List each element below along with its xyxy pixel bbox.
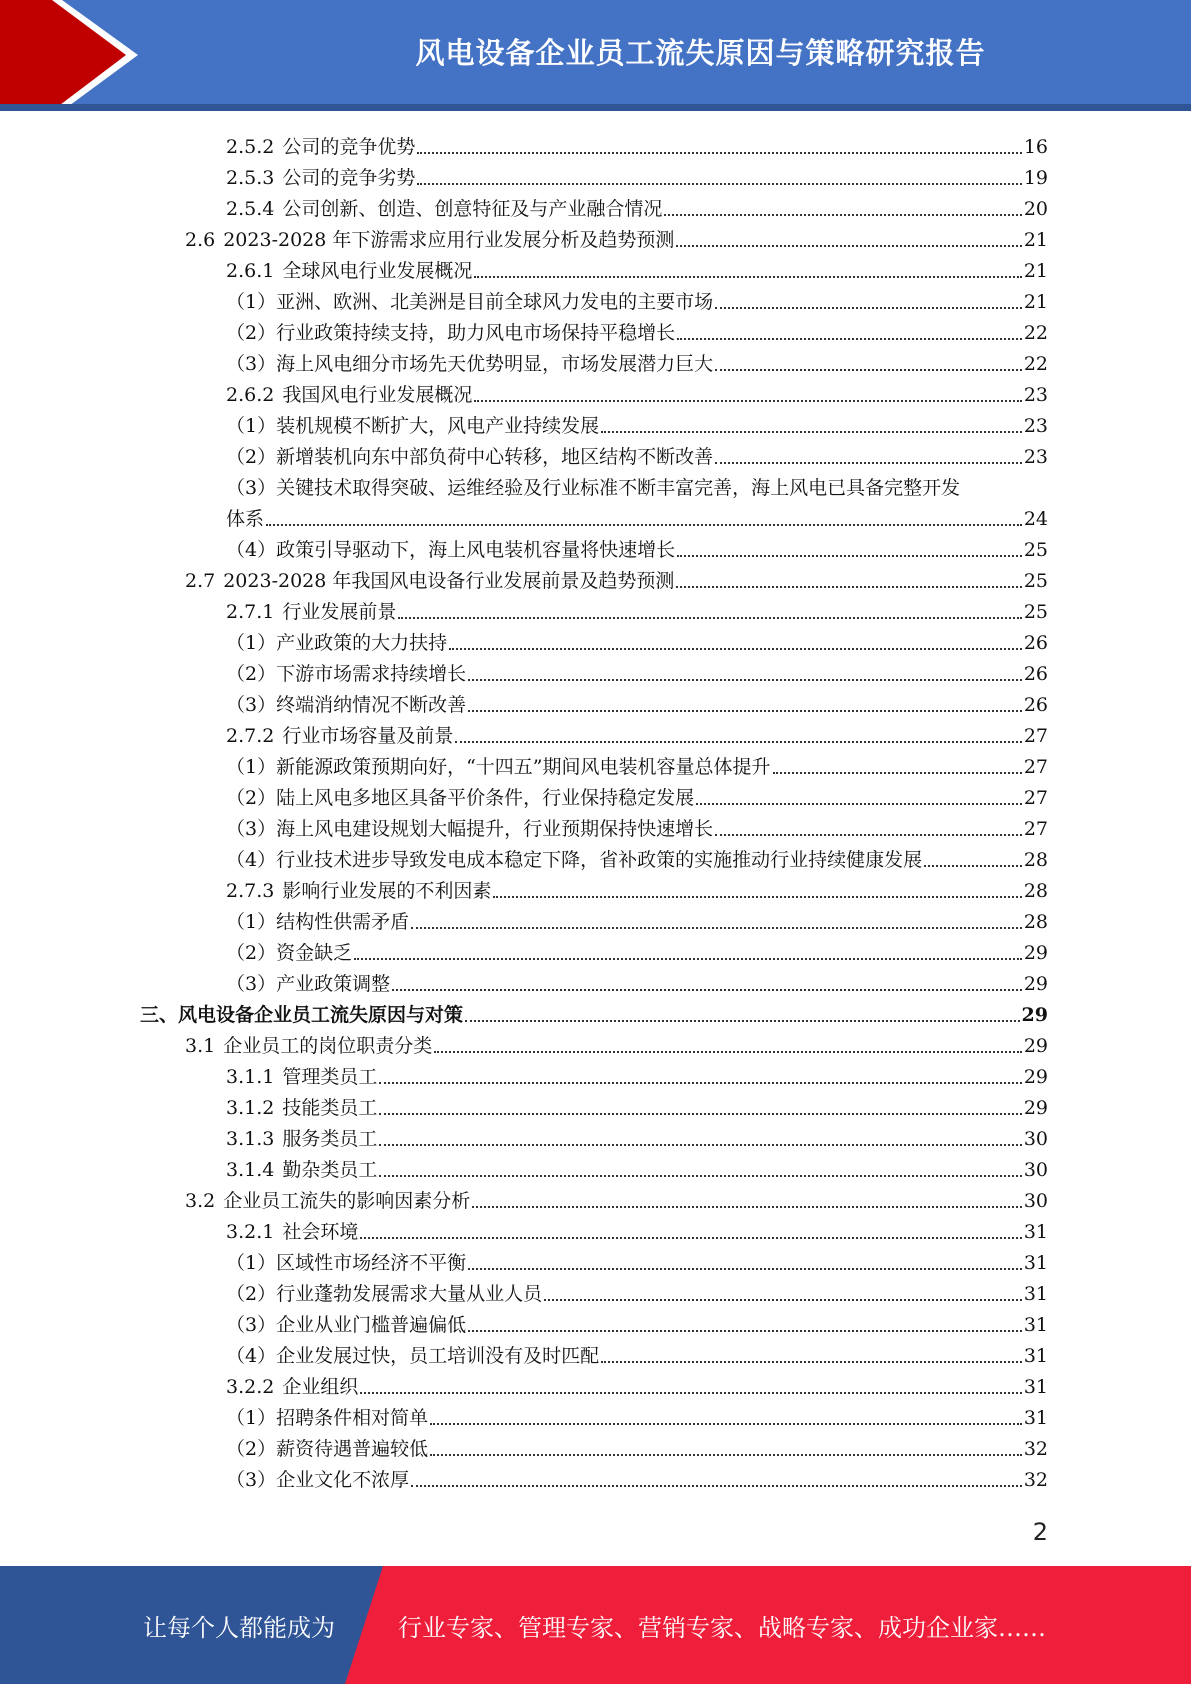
toc-entry-title: （3）产业政策调整 <box>226 973 391 995</box>
toc-entry-title: （2）资金缺乏 <box>226 942 353 964</box>
toc-entry-number: 2.5.2 <box>226 136 275 158</box>
toc-entry-title: 公司的竞争劣势 <box>282 167 416 189</box>
toc-entry[interactable] <box>140 996 1048 1027</box>
toc-entry-page: 26 <box>1023 663 1048 685</box>
toc-leader-dots <box>664 213 1021 216</box>
toc-leader-dots <box>392 988 1022 991</box>
toc-entry-page: 30 <box>1023 1190 1048 1212</box>
toc-entry-page: 28 <box>1023 911 1048 933</box>
toc-entry-title: 影响行业发展的不利因素 <box>282 880 492 902</box>
toc-leader-dots <box>379 1174 1021 1177</box>
toc-entry-title: （1）招聘条件相对简单 <box>226 1407 429 1429</box>
toc-leader-dots <box>472 1205 1022 1208</box>
toc-leader-dots <box>430 1453 1022 1456</box>
toc-entry[interactable] <box>226 1213 1048 1244</box>
toc-entry[interactable] <box>226 469 1048 500</box>
toc-entry-title: 行业市场容量及前景 <box>282 725 454 747</box>
toc-leader-dots <box>379 1112 1021 1115</box>
toc-entry-title: （2）行业政策持续支持，助力风电市场保持平稳增长 <box>226 322 676 344</box>
toc-entry[interactable] <box>226 1337 1048 1368</box>
toc-entry-title: （2）陆上风电多地区具备平价条件，行业保持稳定发展 <box>226 787 695 809</box>
toc-entry-title: （4）政策引导驱动下，海上风电装机容量将快速增长 <box>226 539 676 561</box>
toc-entry-title: （1）亚洲、欧洲、北美洲是目前全球风力发电的主要市场 <box>226 291 714 313</box>
toc-entry-page: 31 <box>1023 1221 1048 1243</box>
toc-entry-title: （4）行业技术进步导致发电成本稳定下降，省补政策的实施推动行业持续健康发展 <box>226 849 923 871</box>
toc-entry[interactable] <box>226 1089 1048 1120</box>
toc-leader-dots <box>455 740 1021 743</box>
toc-entry-number: 2.6.1 <box>226 260 275 282</box>
toc-leader-dots <box>468 1329 1022 1332</box>
toc-entry-title: （2）行业蓬勃发展需求大量从业人员 <box>226 1283 543 1305</box>
toc-entry-title: 技能类员工 <box>282 1097 378 1119</box>
toc-entry-title: 三、风电设备企业员工流失原因与对策 <box>140 1004 464 1026</box>
toc-entry-page: 29 <box>1021 1004 1048 1026</box>
toc-entry[interactable] <box>226 1120 1048 1151</box>
toc-leader-dots <box>398 616 1021 619</box>
page-header <box>0 0 1191 111</box>
toc-entry-page: 27 <box>1023 787 1048 809</box>
toc-entry-page: 23 <box>1023 384 1048 406</box>
toc-leader-dots <box>677 337 1022 340</box>
toc-entry-page: 30 <box>1023 1159 1048 1181</box>
toc-leader-dots <box>411 1484 1022 1487</box>
toc-entry-title: 企业组织 <box>282 1376 359 1398</box>
toc-entry-page: 22 <box>1023 322 1048 344</box>
toc-entry[interactable] <box>226 407 1048 438</box>
page-footer <box>0 1566 1191 1684</box>
toc-entry-title: 体系 <box>226 508 265 530</box>
header-rule <box>0 104 1191 111</box>
toc-entry-page: 25 <box>1023 570 1048 592</box>
toc-entry-title: 公司的竞争优势 <box>282 136 416 158</box>
toc-entry[interactable] <box>226 872 1048 903</box>
toc-entry[interactable] <box>226 283 1048 314</box>
toc-entry-number: 2.5.4 <box>226 198 275 220</box>
toc-entry[interactable] <box>185 1182 1048 1213</box>
toc-entry-number: 3.1 <box>185 1035 216 1057</box>
toc-entry-title: （1）产业政策的大力扶持 <box>226 632 448 654</box>
toc-entry-title: 公司创新、创造、创意特征及与产业融合情况 <box>282 198 663 220</box>
toc-entry-page: 20 <box>1023 198 1048 220</box>
toc-leader-dots <box>696 802 1022 805</box>
toc-entry-number: 3.1.3 <box>226 1128 275 1150</box>
toc-entry[interactable] <box>226 717 1048 748</box>
toc-entry-number: 2.7 <box>185 570 216 592</box>
toc-leader-dots <box>449 647 1022 650</box>
toc-entry-page: 21 <box>1023 291 1048 313</box>
toc-entry-page: 22 <box>1023 353 1048 375</box>
toc-leader-dots <box>430 1422 1022 1425</box>
toc-leader-dots <box>601 430 1022 433</box>
toc-entry-number: 2.6.2 <box>226 384 275 406</box>
toc-leader-dots <box>411 926 1022 929</box>
toc-entry[interactable] <box>185 562 1048 593</box>
toc-entry-title: （3）关键技术取得突破、运维经验及行业标准不断丰富完善，海上风电已具备完整开发 <box>226 477 961 499</box>
toc-entry[interactable] <box>226 593 1048 624</box>
toc-entry-page: 27 <box>1023 818 1048 840</box>
toc-leader-dots <box>474 399 1021 402</box>
toc-leader-dots <box>360 1391 1021 1394</box>
toc-leader-dots <box>465 1019 1020 1022</box>
toc-entry[interactable] <box>226 810 1048 841</box>
toc-entry-title: （1）新能源政策预期向好，“十四五”期间风电装机容量总体提升 <box>226 756 771 778</box>
toc-entry-page: 31 <box>1023 1283 1048 1305</box>
toc-entry[interactable] <box>226 438 1048 469</box>
toc-entry[interactable] <box>226 1244 1048 1275</box>
toc-leader-dots <box>676 244 1021 247</box>
toc-entry-number: 3.2.2 <box>226 1376 275 1398</box>
toc-entry[interactable] <box>226 1306 1048 1337</box>
toc-entry-title: 全球风电行业发展概况 <box>282 260 473 282</box>
toc-entry-page: 29 <box>1023 973 1048 995</box>
toc-entry-page: 29 <box>1023 1066 1048 1088</box>
toc-leader-dots <box>715 833 1022 836</box>
toc-entry[interactable] <box>226 159 1048 190</box>
toc-entry-number: 3.2.1 <box>226 1221 275 1243</box>
toc-leader-dots <box>474 275 1021 278</box>
toc-entry-page: 29 <box>1023 942 1048 964</box>
toc-entry-number: 3.1.2 <box>226 1097 275 1119</box>
toc-entry[interactable] <box>226 500 1048 531</box>
toc-entry[interactable] <box>226 841 1048 872</box>
toc-entry-page: 23 <box>1023 446 1048 468</box>
toc-entry[interactable] <box>226 128 1048 159</box>
toc-entry-title: （2）薪资待遇普遍较低 <box>226 1438 429 1460</box>
toc-entry-page: 26 <box>1023 694 1048 716</box>
toc-entry[interactable] <box>226 748 1048 779</box>
toc-entry[interactable] <box>226 779 1048 810</box>
toc-leader-dots <box>773 771 1022 774</box>
toc-entry-title: 管理类员工 <box>282 1066 378 1088</box>
toc-entry[interactable] <box>226 1151 1048 1182</box>
toc-entry-page: 31 <box>1023 1345 1048 1367</box>
chevron-logo-icon <box>0 0 160 111</box>
toc-entry-page: 30 <box>1023 1128 1048 1150</box>
toc-leader-dots <box>434 1050 1022 1053</box>
toc-entry-page: 28 <box>1023 880 1048 902</box>
toc-entry-number: 2.7.3 <box>226 880 275 902</box>
toc-entry-page: 31 <box>1023 1252 1048 1274</box>
toc-entry-title: 社会环境 <box>282 1221 359 1243</box>
toc-entry-page: 31 <box>1023 1314 1048 1336</box>
toc-entry[interactable] <box>226 903 1048 934</box>
toc-leader-dots <box>715 368 1022 371</box>
toc-entry[interactable] <box>185 1027 1048 1058</box>
toc-entry[interactable] <box>226 1368 1048 1399</box>
toc-entry-page: 32 <box>1023 1438 1048 1460</box>
toc-entry-page: 21 <box>1023 229 1048 251</box>
toc-entry-page: 23 <box>1023 415 1048 437</box>
toc-entry-page: 29 <box>1023 1035 1048 1057</box>
toc-entry-page: 26 <box>1023 632 1048 654</box>
toc-entry[interactable] <box>226 686 1048 717</box>
toc-leader-dots <box>379 1143 1021 1146</box>
toc-entry-page: 31 <box>1023 1407 1048 1429</box>
toc-entry-title: （4）企业发展过快，员工培训没有及时匹配 <box>226 1345 600 1367</box>
toc-entry[interactable] <box>226 1399 1048 1430</box>
toc-entry-title: 勤杂类员工 <box>282 1159 378 1181</box>
toc-leader-dots <box>360 1236 1021 1239</box>
toc-leader-dots <box>266 523 1022 526</box>
report-title: 风电设备企业员工流失原因与策略研究报告 <box>415 35 986 70</box>
toc-entry[interactable] <box>226 1461 1048 1492</box>
toc-entry-number: 2.7.2 <box>226 725 275 747</box>
toc-entry-page: 28 <box>1023 849 1048 871</box>
toc-entry[interactable] <box>226 314 1048 345</box>
toc-entry-page: 25 <box>1023 539 1048 561</box>
toc-entry-title: （3）企业从业门槛普遍偏低 <box>226 1314 467 1336</box>
toc-entry-title: （1）结构性供需矛盾 <box>226 911 410 933</box>
toc-entry[interactable] <box>226 1430 1048 1461</box>
toc-leader-dots <box>715 461 1022 464</box>
toc-entry[interactable] <box>226 624 1048 655</box>
toc-entry-title: （2）新增装机向东中部负荷中心转移，地区结构不断改善 <box>226 446 714 468</box>
toc-entry[interactable] <box>226 531 1048 562</box>
toc-leader-dots <box>468 1267 1022 1270</box>
toc-entry-title: 服务类员工 <box>282 1128 378 1150</box>
toc-entry-number: 2.6 <box>185 229 216 251</box>
toc-entry[interactable] <box>226 934 1048 965</box>
toc-entry-title: （3）企业文化不浓厚 <box>226 1469 410 1491</box>
toc-entry-title: （3）终端消纳情况不断改善 <box>226 694 467 716</box>
toc-entry-title: 行业发展前景 <box>282 601 397 623</box>
toc-entry[interactable] <box>226 252 1048 283</box>
toc-leader-dots <box>417 151 1021 154</box>
toc-entry-page: 19 <box>1023 167 1048 189</box>
toc-entry-page: 21 <box>1023 260 1048 282</box>
toc-leader-dots <box>676 585 1021 588</box>
toc-entry[interactable] <box>226 376 1048 407</box>
toc-entry[interactable] <box>226 1058 1048 1089</box>
toc-leader-dots <box>715 306 1022 309</box>
toc-entry-title: 我国风电行业发展概况 <box>282 384 473 406</box>
toc-entry-page: 16 <box>1023 136 1048 158</box>
toc-entry-page: 29 <box>1023 1097 1048 1119</box>
toc-entry-title: （3）海上风电建设规划大幅提升，行业预期保持快速增长 <box>226 818 714 840</box>
toc-entry[interactable] <box>185 221 1048 252</box>
toc-entry-number: 3.1.1 <box>226 1066 275 1088</box>
toc-leader-dots <box>493 895 1021 898</box>
page-number: 2 <box>1032 1518 1048 1546</box>
toc-entry-title: 2023-2028 年下游需求应用行业发展分析及趋势预测 <box>223 229 675 251</box>
toc-entry-page: 27 <box>1023 725 1048 747</box>
toc-leader-dots <box>924 864 1022 867</box>
toc-entry-page: 24 <box>1023 508 1048 530</box>
toc-entry-title: （3）海上风电细分市场先天优势明显，市场发展潜力巨大 <box>226 353 714 375</box>
toc-leader-dots <box>677 554 1022 557</box>
toc-entry-number: 3.2 <box>185 1190 216 1212</box>
toc-entry-title: 企业员工流失的影响因素分析 <box>223 1190 471 1212</box>
toc-entry[interactable] <box>226 190 1048 221</box>
toc-leader-dots <box>417 182 1021 185</box>
toc-entry-number: 2.7.1 <box>226 601 275 623</box>
toc-entry[interactable] <box>226 345 1048 376</box>
toc-entry-page: 31 <box>1023 1376 1048 1398</box>
toc-leader-dots <box>468 709 1022 712</box>
footer-slogan-right: 行业专家、管理专家、营销专家、战略专家、成功企业家…… <box>398 1613 1046 1642</box>
toc-entry-title: （2）下游市场需求持续增长 <box>226 663 467 685</box>
toc-leader-dots <box>468 678 1022 681</box>
toc-entry-title: 企业员工的岗位职责分类 <box>223 1035 433 1057</box>
toc-entry-number: 2.5.3 <box>226 167 275 189</box>
toc-leader-dots <box>544 1298 1022 1301</box>
toc-entry-page: 25 <box>1023 601 1048 623</box>
toc-entry-title: 2023-2028 年我国风电设备行业发展前景及趋势预测 <box>223 570 675 592</box>
toc-entry[interactable] <box>226 965 1048 996</box>
toc-entry-title: （1）区域性市场经济不平衡 <box>226 1252 467 1274</box>
footer-slogan-left: 让每个人都能成为 <box>143 1613 335 1642</box>
toc-entry-title: （1）装机规模不断扩大，风电产业持续发展 <box>226 415 600 437</box>
toc-entry-page: 32 <box>1023 1469 1048 1491</box>
toc-entry[interactable] <box>226 655 1048 686</box>
toc-entry[interactable] <box>226 1275 1048 1306</box>
toc-leader-dots <box>379 1081 1021 1084</box>
toc-leader-dots <box>354 957 1022 960</box>
toc-entry-number: 3.1.4 <box>226 1159 275 1181</box>
toc-leader-dots <box>601 1360 1022 1363</box>
toc-entry-page: 27 <box>1023 756 1048 778</box>
